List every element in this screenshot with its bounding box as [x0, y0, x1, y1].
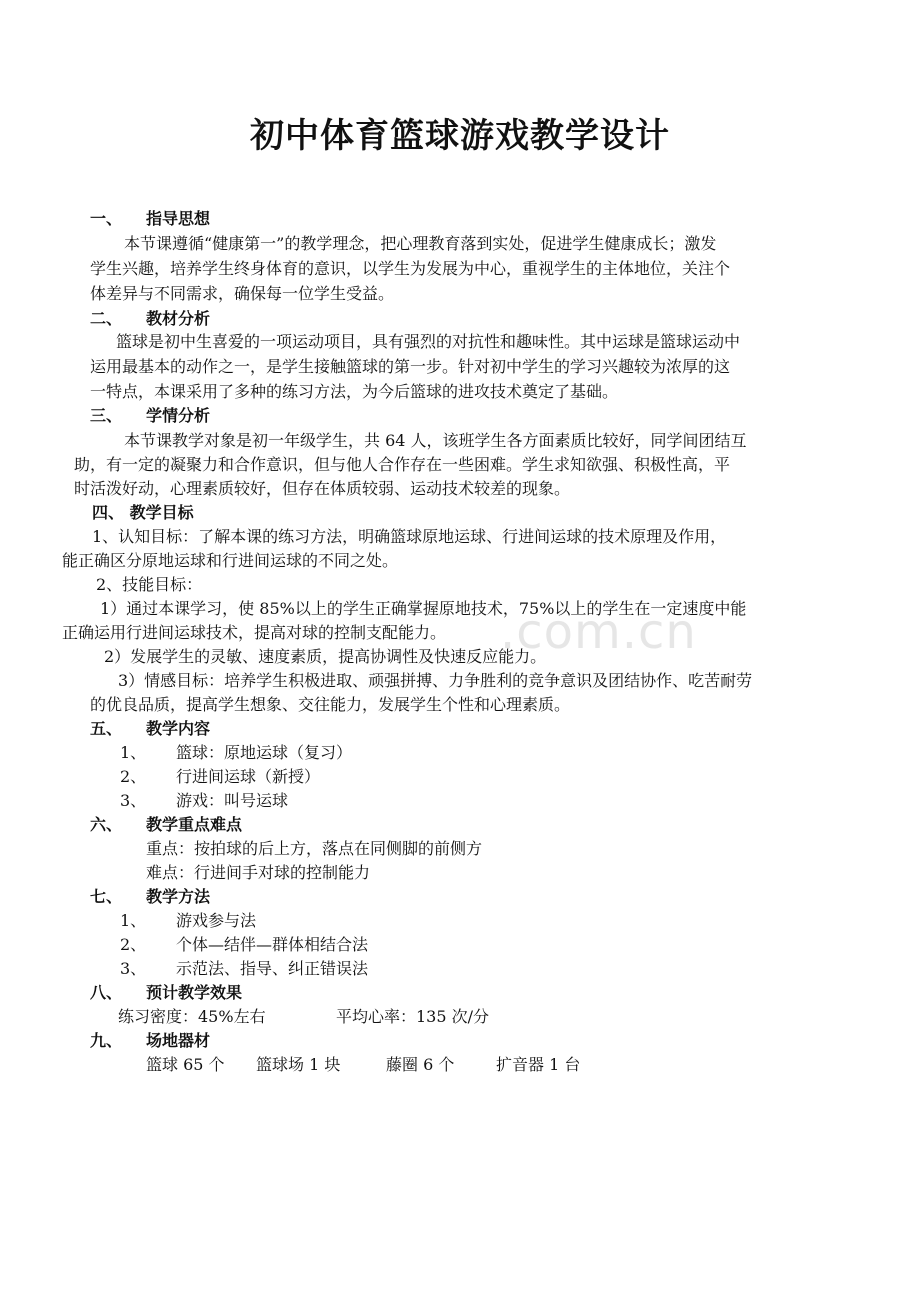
section-1-heading: [90, 208, 210, 230]
list-item-number: 3、: [120, 959, 147, 978]
paragraph-line: 的优良品质，提高学生想象、交往能力，发展学生个性和心理素质。: [90, 695, 571, 714]
section-number: 一、: [90, 209, 123, 228]
section-number: 八、: [90, 983, 123, 1002]
paragraph-line: 正确运用行进间运球技术，提高对球的控制支配能力。: [62, 623, 447, 642]
section-5-heading: [90, 718, 210, 740]
list-item-number: 3、: [120, 791, 147, 810]
section-title: 指导思想: [146, 209, 211, 228]
list-item-number: 1、: [120, 743, 147, 762]
section-number: 九、: [90, 1031, 123, 1050]
watermark: .com.cn: [500, 604, 697, 660]
paragraph-line: 2、技能目标：: [96, 575, 203, 594]
list-item: [120, 934, 368, 956]
equipment-item: 藤圈 6 个: [386, 1055, 455, 1074]
paragraph-line: 学生兴趣，培养学生终身体育的意识，以学生为发展为中心，重视学生的主体地位，关注个: [90, 259, 731, 278]
section-title: 预计教学效果: [146, 983, 243, 1002]
list-item: [120, 790, 288, 812]
equipment-item: 篮球 65 个: [146, 1055, 225, 1074]
paragraph-line: 本节课教学对象是初一年级学生，共 64 人，该班学生各方面素质比较好，同学间团结互: [124, 431, 747, 450]
section-7-heading: [90, 886, 210, 908]
page-title: 初中体育篮球游戏教学设计: [250, 116, 670, 156]
section-8-heading: [90, 982, 242, 1004]
section-6-heading: [90, 814, 242, 836]
paragraph-line: 一特点，本课采用了多种的练习方法，为今后篮球的进攻技术奠定了基础。: [90, 382, 619, 401]
section-9-heading: [90, 1030, 210, 1052]
list-item-text: 篮球：原地运球（复习）: [176, 743, 353, 762]
practice-density: 练习密度：45%左右: [118, 1007, 266, 1026]
equipment-item: 篮球场 1 块: [256, 1055, 341, 1074]
paragraph-line: 篮球是初中生喜爱的一项运动项目，具有强烈的对抗性和趣味性。其中运球是篮球运动中: [116, 332, 741, 351]
paragraph-line: 运用最基本的动作之一，是学生接触篮球的第一步。针对初中学生的学习兴趣较为浓厚的这: [90, 357, 731, 376]
section-number: 五、: [90, 719, 123, 738]
list-item-text: 示范法、指导、纠正错误法: [176, 959, 369, 978]
list-item: [120, 958, 368, 980]
paragraph-line: 1）通过本课学习，使 85%以上的学生正确掌握原地技术，75%以上的学生在一定速度中能: [100, 599, 747, 618]
section-number: 三、: [90, 406, 123, 425]
section-4-heading: 四、 教学目标: [92, 503, 194, 522]
section-title: 教学内容: [146, 719, 211, 738]
section-title: 学情分析: [146, 406, 211, 425]
paragraph-line: 助，有一定的凝聚力和合作意识，但与他人合作存在一些困难。学生求知欲强、积极性高，平: [74, 455, 731, 474]
key-point: 重点：按拍球的后上方，落点在同侧脚的前侧方: [146, 839, 483, 858]
paragraph-line: 1、认知目标：了解本课的练习方法，明确篮球原地运球、行进间运球的技术原理及作用，: [92, 527, 727, 546]
section-title: 场地器材: [146, 1031, 211, 1050]
list-item: [120, 766, 320, 788]
paragraph-line: 本节课遵循“健康第一”的教学理念，把心理教育落到实处，促进学生健康成长；激发: [124, 234, 717, 253]
difficult-point: 难点：行进间手对球的控制能力: [146, 863, 371, 882]
list-item-number: 2、: [120, 767, 147, 786]
list-item-text: 个体—结伴—群体相结合法: [176, 935, 369, 954]
section-number: 七、: [90, 887, 123, 906]
section-title: 教材分析: [146, 309, 211, 328]
section-3-heading: [90, 405, 210, 427]
equipment-item: 扩音器 1 台: [496, 1055, 581, 1074]
paragraph-line: 时活泼好动，心理素质较好，但存在体质较弱、运动技术较差的现象。: [74, 479, 571, 498]
list-item: [120, 742, 352, 764]
section-number: 六、: [90, 815, 123, 834]
list-item-number: 1、: [120, 911, 147, 930]
list-item-text: 游戏：叫号运球: [176, 791, 289, 810]
average-heart-rate: 平均心率：135 次/分: [336, 1007, 490, 1026]
paragraph-line: 能正确区分原地运球和行进间运球的不同之处。: [62, 551, 399, 570]
paragraph-line: 2）发展学生的灵敏、速度素质，提高协调性及快速反应能力。: [104, 647, 547, 666]
section-title: 教学方法: [146, 887, 211, 906]
paragraph-line: 体差异与不同需求，确保每一位学生受益。: [90, 284, 395, 303]
list-item: [120, 910, 256, 932]
list-item-text: 游戏参与法: [176, 911, 257, 930]
list-item-text: 行进间运球（新授）: [176, 767, 321, 786]
section-2-heading: [90, 308, 210, 330]
list-item-number: 2、: [120, 935, 147, 954]
section-number: 二、: [90, 309, 123, 328]
section-title: 教学重点难点: [146, 815, 243, 834]
paragraph-line: 3）情感目标：培养学生积极进取、顽强拼搏、力争胜利的竞争意识及团结协作、吃苦耐劳: [118, 671, 753, 690]
